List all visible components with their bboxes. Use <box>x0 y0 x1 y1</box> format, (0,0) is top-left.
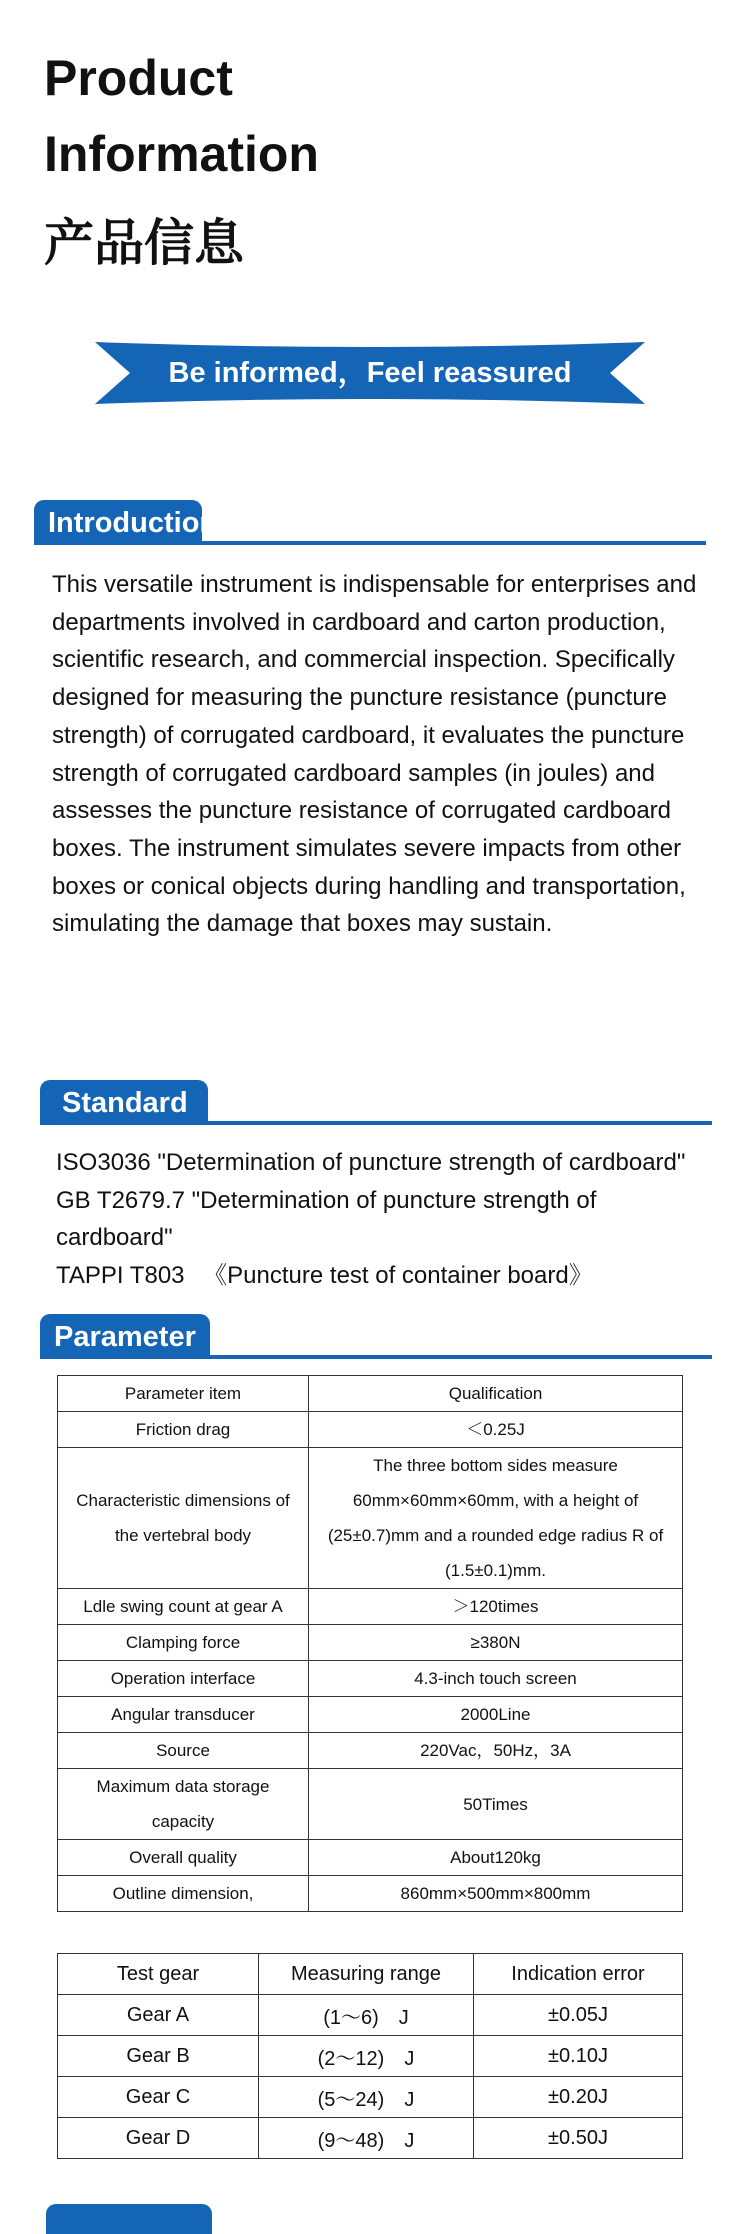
standard-list <box>56 1144 736 1294</box>
standard-divider <box>40 1121 712 1125</box>
table-row <box>58 1412 683 1448</box>
gear-header-test-gear: Test gear <box>58 1954 259 1995</box>
introduction-divider <box>34 541 706 545</box>
gear-error-cell: ±0.50J <box>474 2118 683 2159</box>
table-row <box>58 1876 683 1912</box>
param-item-cell: Friction drag <box>58 1412 309 1448</box>
introduction-tab: Introduction <box>34 500 202 544</box>
gear-range-cell: (1～6) J <box>259 1995 474 2036</box>
table-row <box>58 1625 683 1661</box>
param-value-cell: Qualification <box>309 1376 683 1412</box>
parameter-table <box>57 1375 683 1912</box>
param-item-cell: Maximum data storage capacity <box>58 1769 309 1840</box>
banner-text: Be informed，Feel reassured <box>168 357 572 389</box>
param-item-cell: Parameter item <box>58 1376 309 1412</box>
gear-header-indication-error: Indication error <box>474 1954 683 1995</box>
table-row <box>58 2118 683 2159</box>
param-item-cell: Clamping force <box>58 1625 309 1661</box>
standard-line-gb: GB T2679.7 "Determination of puncture strength of cardboard" <box>56 1186 597 1251</box>
page-title-en: Product Information <box>44 50 319 182</box>
param-item-cell: Operation interface <box>58 1661 309 1697</box>
param-value-cell: 2000Line <box>309 1697 683 1733</box>
param-value-cell: 50Times <box>309 1769 683 1840</box>
table-header-row <box>58 1954 683 1995</box>
param-value-cell: ＞120times <box>309 1589 683 1625</box>
standard-line-tappi: TAPPI T803 《Puncture test of container board》 <box>56 1261 593 1289</box>
table-row <box>58 1661 683 1697</box>
param-value-cell: The three bottom sides measure 60mm×60mm×60mm, with a height of (25±0.7)mm and a rounded edge radius R of (1.5±0.1)mm. <box>309 1448 683 1589</box>
table-row <box>58 1995 683 2036</box>
param-item-cell: Outline dimension, <box>58 1876 309 1912</box>
page-title-cn: 产品信息 <box>44 214 244 272</box>
param-item-cell: Source <box>58 1733 309 1769</box>
table-row <box>58 1769 683 1840</box>
gear-name-cell: Gear C <box>58 2077 259 2118</box>
param-value-cell: 220Vac，50Hz，3A <box>309 1733 683 1769</box>
table-row <box>58 1840 683 1876</box>
parameter-divider <box>40 1355 712 1359</box>
gear-table <box>57 1953 683 2159</box>
standard-header <box>40 1080 712 1126</box>
table-row <box>58 2036 683 2077</box>
param-value-cell: ＜0.25J <box>309 1412 683 1448</box>
gear-range-cell: (9～48) J <box>259 2118 474 2159</box>
standard-line-iso: ISO3036 "Determination of puncture strength of cardboard" <box>56 1149 686 1176</box>
table-row <box>58 1697 683 1733</box>
param-item-cell: Angular transducer <box>58 1697 309 1733</box>
gear-name-cell: Gear D <box>58 2118 259 2159</box>
table-row <box>58 1733 683 1769</box>
introduction-body: This versatile instrument is indispensable for enterprises and departments involved in cardboard and carton production, scientific research, and commercial inspection. Specifically designed for measuring the puncture resistance (puncture strength) of corrugated cardboard, it evaluates the puncture strength of corrugated cardboard samples (in joules) and assesses the puncture resistance of corrugated cardboard boxes. The instrument simulates severe impacts from other boxes or conical objects during handling and transportation, simulating the damage that boxes may sustain. <box>52 571 697 938</box>
gear-range-cell: (2～12) J <box>259 2036 474 2077</box>
table-row <box>58 1448 683 1589</box>
param-item-cell: Overall quality <box>58 1840 309 1876</box>
parameter-tab: Parameter <box>40 1314 210 1358</box>
gear-error-cell: ±0.20J <box>474 2077 683 2118</box>
introduction-header <box>34 500 706 546</box>
standard-tab: Standard <box>40 1080 208 1124</box>
gear-error-cell: ±0.05J <box>474 1995 683 2036</box>
table-row <box>58 1376 683 1412</box>
next-section-tab <box>46 2204 212 2234</box>
table-row <box>58 2077 683 2118</box>
gear-name-cell: Gear A <box>58 1995 259 2036</box>
param-value-cell: 860mm×500mm×800mm <box>309 1876 683 1912</box>
gear-header-measuring-range: Measuring range <box>259 1954 474 1995</box>
gear-range-cell: (5～24) J <box>259 2077 474 2118</box>
gear-name-cell: Gear B <box>58 2036 259 2077</box>
slogan-banner <box>95 342 645 404</box>
param-value-cell: About120kg <box>309 1840 683 1876</box>
table-row <box>58 1589 683 1625</box>
param-value-cell: ≥380N <box>309 1625 683 1661</box>
param-item-cell: Ldle swing count at gear A <box>58 1589 309 1625</box>
parameter-header <box>40 1314 712 1360</box>
param-item-cell: Characteristic dimensions of the vertebral body <box>58 1448 309 1589</box>
param-value-cell: 4.3-inch touch screen <box>309 1661 683 1697</box>
gear-error-cell: ±0.10J <box>474 2036 683 2077</box>
